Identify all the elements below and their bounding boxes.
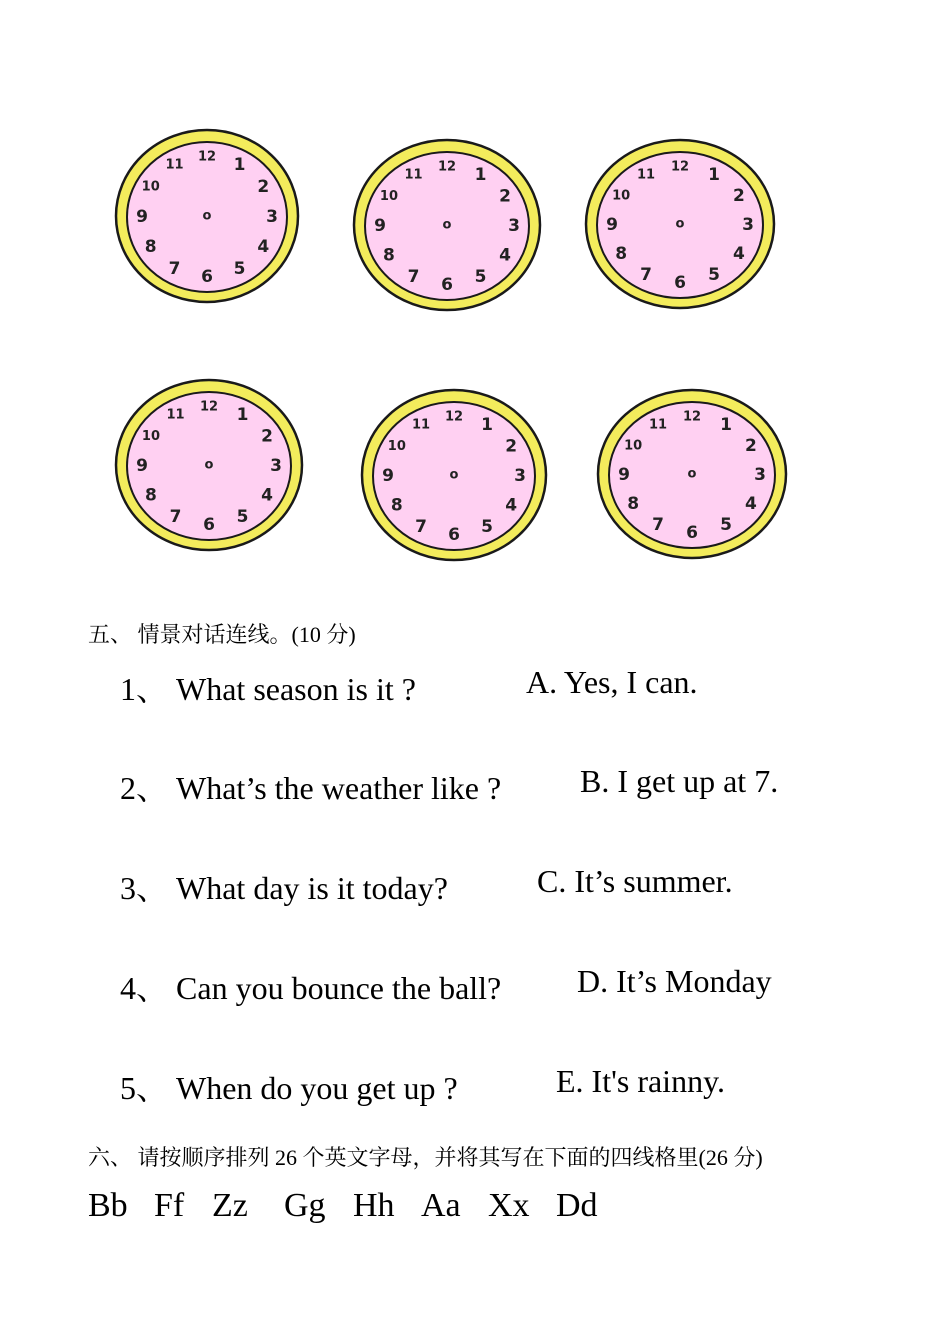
clock-face bbox=[358, 386, 550, 564]
clock-number: 8 bbox=[390, 495, 403, 516]
clock-number: 6 bbox=[674, 273, 686, 293]
section-5-title: 五、 情景对话连线。(10 分) bbox=[88, 622, 356, 647]
clock-number: 4 bbox=[499, 245, 511, 266]
clock-center: o bbox=[204, 457, 214, 473]
clock-number: 7 bbox=[168, 258, 181, 279]
clock-number: 2 bbox=[505, 436, 518, 457]
clock-panel-top bbox=[86, 86, 806, 318]
answer-text: A. Yes, I can. bbox=[526, 664, 698, 700]
clock-number: 1 bbox=[474, 164, 487, 185]
clock-number: 7 bbox=[652, 515, 664, 536]
clock-number: 2 bbox=[499, 186, 511, 207]
clock-number: 5 bbox=[474, 267, 487, 288]
letter-pair: Dd bbox=[556, 1187, 598, 1224]
question-text: 1、 What season is it ? bbox=[120, 671, 416, 707]
clock-number: 10 bbox=[141, 179, 160, 195]
clock-center: o bbox=[687, 466, 697, 482]
clock-number: 1 bbox=[233, 155, 246, 176]
clock-number: 6 bbox=[201, 267, 213, 287]
clock-number: 10 bbox=[612, 188, 631, 204]
clock-number: 11 bbox=[636, 167, 656, 183]
clock-face bbox=[112, 126, 302, 306]
section-6-title: 六、 请按顺序排列 26 个英文字母，并将其写在下面的四线格里(26 分) bbox=[88, 1145, 763, 1170]
answer-text: D. It’s Monday bbox=[577, 963, 772, 999]
clock-number: 4 bbox=[744, 494, 757, 514]
clock-number: 9 bbox=[136, 456, 148, 476]
clock-number: 9 bbox=[618, 465, 630, 485]
clock-face bbox=[112, 376, 306, 554]
clock-number: 7 bbox=[169, 507, 182, 528]
clock-number: 8 bbox=[144, 237, 157, 257]
letter-pair: Bb bbox=[88, 1187, 128, 1224]
clock-number: 4 bbox=[257, 237, 270, 257]
clock-number: 11 bbox=[165, 157, 184, 173]
clock-number: 1 bbox=[236, 404, 249, 425]
question-text: 5、 When do you get up ? bbox=[120, 1070, 458, 1106]
clock-number: 5 bbox=[720, 515, 732, 536]
clock-number: 3 bbox=[266, 207, 278, 227]
clock-number: 10 bbox=[387, 439, 406, 454]
clock-number: 11 bbox=[411, 417, 431, 433]
clock-number: 4 bbox=[505, 495, 518, 516]
clock-number: 12 bbox=[199, 399, 219, 415]
clock-number: 3 bbox=[742, 215, 754, 235]
answer-text: B. I get up at 7. bbox=[580, 763, 779, 799]
clock-number: 6 bbox=[686, 523, 698, 543]
letter-pair: Zz bbox=[212, 1187, 248, 1224]
clock-number: 12 bbox=[682, 409, 702, 425]
clock-number: 3 bbox=[754, 465, 766, 485]
clock-number: 1 bbox=[720, 414, 732, 435]
clock-number: 1 bbox=[481, 414, 493, 435]
letter-pair: Aa bbox=[421, 1187, 461, 1224]
clock-number: 3 bbox=[514, 466, 526, 486]
clock-number: 3 bbox=[508, 216, 520, 236]
clock-number: 7 bbox=[407, 267, 420, 288]
letter-pair: Ff bbox=[154, 1187, 185, 1224]
clock-number: 11 bbox=[648, 417, 668, 433]
clock-number: 10 bbox=[379, 189, 399, 204]
clock-number: 8 bbox=[145, 485, 157, 506]
clock-number: 8 bbox=[627, 494, 640, 514]
clock-number: 5 bbox=[481, 517, 493, 538]
clock-center: o bbox=[449, 467, 459, 483]
clock-number: 12 bbox=[670, 159, 690, 175]
answer-text: C. It’s summer. bbox=[537, 863, 733, 899]
letter-pair: Hh bbox=[353, 1187, 395, 1224]
question-text: 4、 Can you bounce the ball? bbox=[120, 970, 502, 1006]
clock-number: 7 bbox=[640, 265, 652, 286]
clock-center: o bbox=[202, 208, 212, 224]
question-text: 2、 What’s the weather like ? bbox=[120, 770, 502, 806]
clock-number: 9 bbox=[374, 216, 386, 236]
clock-number: 12 bbox=[197, 149, 217, 165]
clock-face bbox=[350, 136, 544, 314]
clock-number: 2 bbox=[744, 436, 757, 456]
clock-number: 11 bbox=[166, 407, 185, 423]
letter-pair: Xx bbox=[488, 1187, 530, 1224]
clock-number: 9 bbox=[606, 215, 618, 235]
clock-number: 6 bbox=[441, 275, 453, 295]
clock-number: 12 bbox=[437, 159, 457, 175]
clock-face bbox=[594, 386, 790, 562]
clock-number: 4 bbox=[732, 244, 745, 264]
clock-number: 6 bbox=[448, 525, 460, 545]
question-text: 3、 What day is it today? bbox=[120, 870, 448, 906]
answer-text: E. It's rainny. bbox=[556, 1063, 725, 1099]
clock-number: 8 bbox=[383, 245, 395, 266]
clock-number: 8 bbox=[615, 244, 628, 264]
clock-number: 1 bbox=[708, 164, 720, 185]
clock-center: o bbox=[442, 217, 452, 233]
clock-face bbox=[582, 136, 778, 312]
clock-number: 2 bbox=[261, 426, 273, 447]
clock-number: 5 bbox=[233, 258, 246, 279]
clock-number: 7 bbox=[415, 517, 427, 538]
clock-number: 3 bbox=[270, 456, 282, 476]
clock-number: 12 bbox=[444, 409, 464, 425]
clock-number: 5 bbox=[236, 507, 249, 528]
letter-pair: Gg bbox=[284, 1187, 326, 1224]
clock-number: 2 bbox=[257, 177, 270, 197]
clock-number: 9 bbox=[382, 466, 394, 486]
clock-number: 2 bbox=[732, 186, 745, 206]
clock-number: 10 bbox=[624, 438, 643, 454]
clock-center: o bbox=[675, 216, 685, 232]
clock-number: 5 bbox=[708, 265, 720, 286]
clock-number: 11 bbox=[404, 167, 423, 183]
clock-panel-bottom bbox=[86, 336, 820, 576]
clock-number: 9 bbox=[136, 207, 148, 227]
clock-number: 4 bbox=[261, 485, 273, 506]
clock-number: 6 bbox=[203, 515, 215, 535]
clock-number: 10 bbox=[141, 429, 161, 444]
